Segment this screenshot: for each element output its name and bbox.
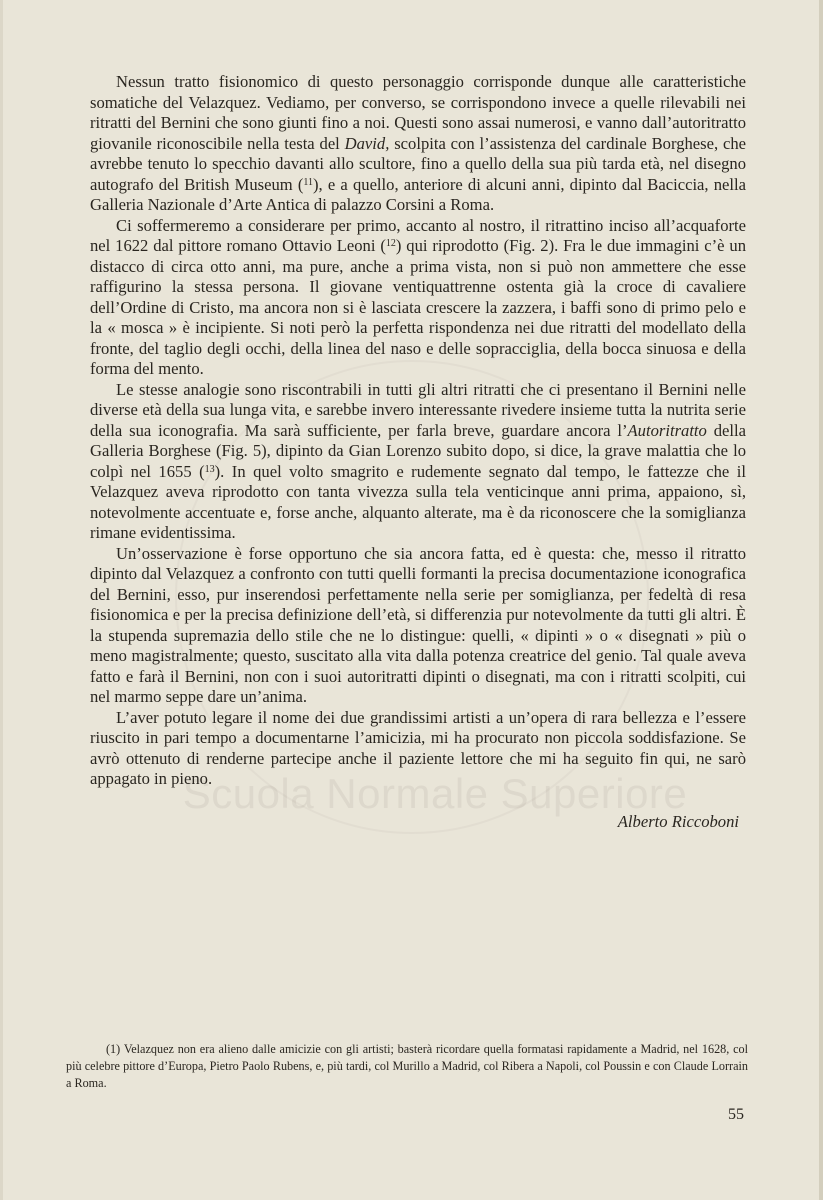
- footnote-ref: 11: [303, 176, 314, 188]
- article-body: [90, 72, 746, 790]
- footnote-marker: (1): [106, 1042, 121, 1056]
- paragraph-text: scolpita con l’assistenza del cardinale Borghese, che avrebbe tenuto lo specchio davanti allo scultore, fino a quello della sua più tarda età, nel disegno autografo del British Museum (: [90, 133, 746, 194]
- page-number: 55: [728, 1106, 744, 1123]
- paragraph-text: ), e a quello, anteriore di alcuni anni, dipinto dal Baciccia, nella Galleria Nazionale d’Arte Antica di palazzo Corsini a Roma.: [90, 174, 746, 214]
- paragraph: [90, 72, 746, 216]
- footnote-text: Velazquez non era alieno dalle amicizie con gli artisti; basterà ricordare quella formatasi rapidamente a Madrid, nel 1628, col più celebre pittore d’Europa, Pietro Paolo Rubens, e, più tardi, col Murillo a Madrid, col Ribera a Napoli, col Poussin e con Claude Lorrain a Roma.: [66, 1042, 749, 1090]
- paragraph: [90, 708, 746, 790]
- italic-title: Autoritratto: [627, 420, 707, 440]
- paragraph-text: Ci soffermeremo a considerare per primo, accanto al nostro, il ritrattino inciso all’acquaforte nel 1622 dal pittore romano Ottavio Leoni (: [90, 215, 746, 255]
- paragraph-text: Un’osservazione è forse opportuno che sia ancora fatta, ed è questa: che, messo il ritratto dipinto dal Velazquez a confronto con tutti quelli formanti la precisa documentazione iconografica del Bernini, esso, pur inserendosi perfettamente nella serie per somiglianza, per fedeltà di resa fisionomica e per la precisa definizione dell’età, si differenzia pur notevolmente da tutti gli altri. È la stupenda supremazia dello stile che ne lo distingue: quelli, « dipinti » o « disegnati » più o meno magistralmente; questo, suscitato alla vita dalla potenza creatrice del genio. Tal quale aveva fatto e farà il Bernini, non con i suoi autoritratti dipinti o disegnati, ma con i ritratti scolpiti, cui nel marmo seppe dare un’anima.: [90, 543, 746, 706]
- paragraph: [90, 380, 746, 544]
- footnote-1: [66, 1041, 748, 1092]
- italic-title: David,: [344, 133, 390, 153]
- paragraph: [90, 544, 746, 708]
- paragraph-text: L’aver potuto legare il nome dei due grandissimi artisti a un’opera di rara bellezza e l’essere riuscito in pari tempo a documentarne l’amicizia, mi ha procurato non piccola soddisfazione. Se avrò ottenuto di renderne partecipe anche il paziente lettore che mi ha seguito fin qui, ne sarò appagato in pieno.: [90, 707, 746, 788]
- footnote-ref: 13: [204, 463, 215, 475]
- paragraph-text: ). In quel volto smagrito e rudemente segnato dal tempo, le fattezze che il Velazquez aveva riprodotto con tanta vivezza sulla tela venticinque anni prima, appaiono, sì, notevolmente accentuate e, forse anche, alquanto alterate, ma è da riconoscere che la somiglianza rimane evidentissima.: [90, 461, 746, 542]
- author-signature: Alberto Riccoboni: [617, 812, 739, 831]
- footnote-ref: 12: [385, 238, 396, 249]
- paragraph-text: Le stesse analogie sono riscontrabili in tutti gli altri ritratti che ci presentano il Bernini nelle diverse età della sua lunga vita, e sarebbe invero interessante rivedere insieme tutta la nutrita serie della sua iconografia. Ma sarà sufficiente, per farla breve, guardare ancora l’: [90, 379, 746, 440]
- footnotes: [66, 1041, 748, 1092]
- paragraph-text: Nessun tratto fisionomico di questo personaggio corrisponde dunque alle caratteristiche somatiche del Velazquez. Vediamo, per converso, se corrispondono invece a quelle rilevabili nei ritratti del Bernini che sono giunti fino a noi. Questi sono assai numerosi, e vanno dall’autoritratto giovanile riconoscibile nella testa del: [90, 72, 746, 153]
- watermark-text: Scuola Normale Superiore: [182, 770, 688, 817]
- paragraph-text: ) qui riprodotto (Fig. 2). Fra le due immagini c’è un distacco di circa otto anni, ma pure, anche a prima vista, non si può non ammettere che esse raffigurino la stessa persona. Il giovane ventiquattrenne ostenta già la croce di cavaliere dell’Ordine di Cristo, ma ancora non si è lasciata crescere la zazzera, i baffi sono di primo pelo e la « mosca » è incipiente. Si noti però la perfetta rispondenza nei due ritratti del modellato della fronte, del taglio degli occhi, della linea del naso e delle sopracciglia, della bocca sinuosa e della forma del mento.: [90, 236, 747, 378]
- paragraph: [90, 216, 746, 380]
- paragraph-text: della Galleria Borghese (Fig. 5), dipinto da Gian Lorenzo subito dopo, si dice, la grave malattia che lo colpì nel 1655 (: [90, 420, 746, 481]
